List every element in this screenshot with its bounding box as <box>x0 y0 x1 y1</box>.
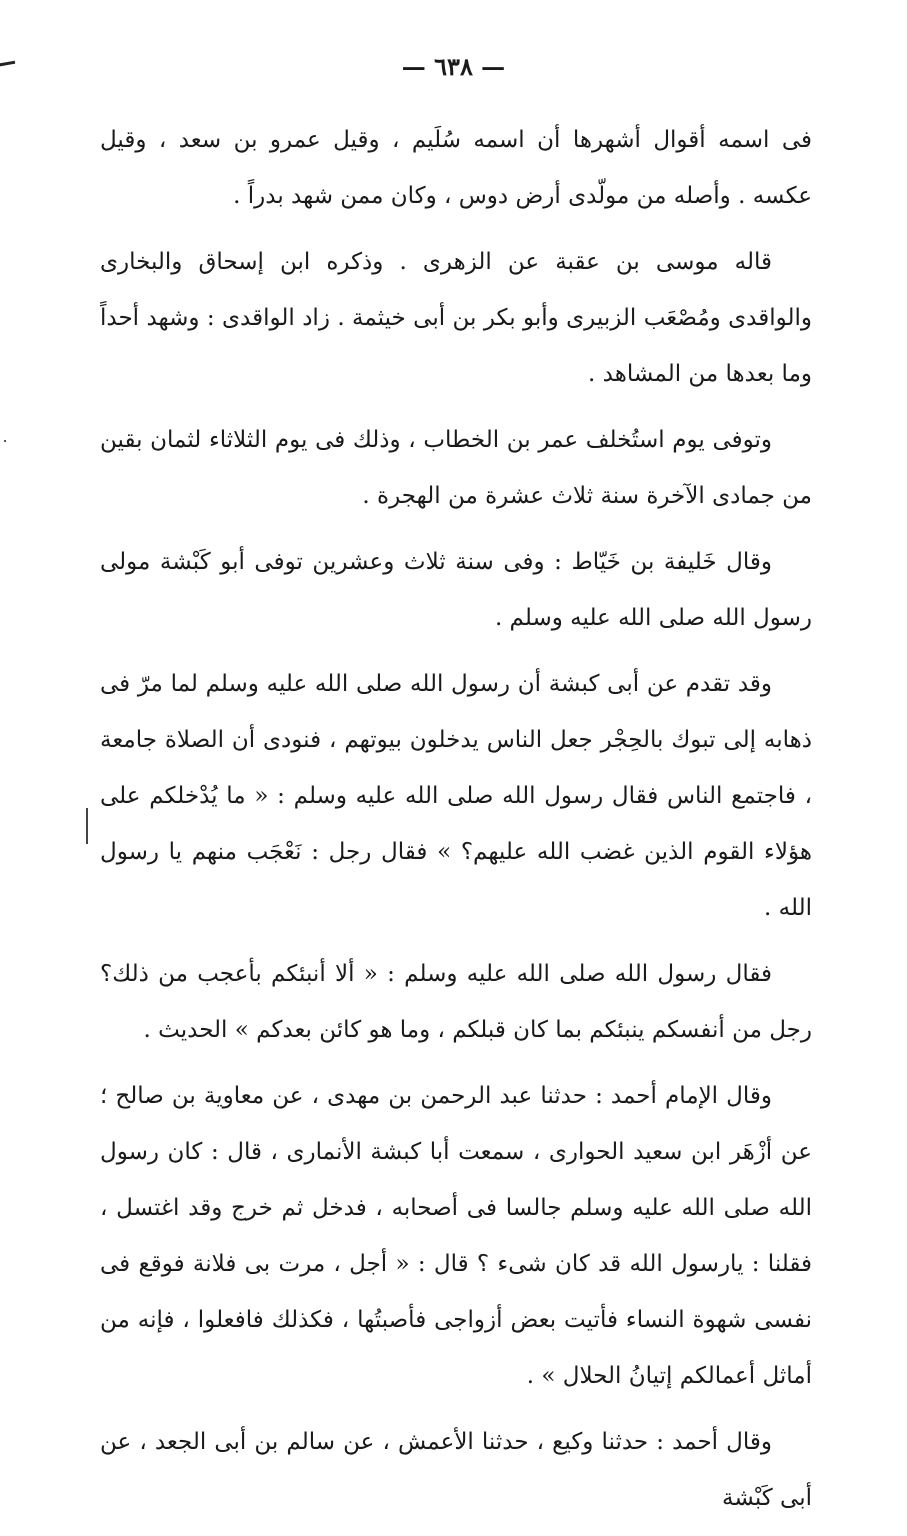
margin-dot <box>4 440 6 442</box>
body-text <box>100 112 812 1536</box>
paragraph-3: وتوفى يوم استُخلف عمر بن الخطاب ، وذلك فى يوم الثلاثاء لثمان بقين من جمادى الآخرة سنة ثلاث عشرة من الهجرة . <box>100 427 812 509</box>
page-number: — ٦٣٨ — <box>401 52 506 81</box>
paragraph-7: وقال الإمام أحمد : حدثنا عبد الرحمن بن مهدى ، عن معاوية بن صالح ؛ عن أزْهَر ابن سعيد الحوارى ، سمعت أبا كبشة الأنمارى ، قال : كان رسول الله صلى الله عليه وسلم جالسا فى أصحابه ، فدخل ثم خرج وقد اغتسل ، فقلنا : يارسول الله قد كان شىء ؟ قال : « أجل ، مرت بى فلانة فوقع فى نفسى شهوة النساء فأتيت بعض أزواجى فأصبتُها ، فكذلك فافعلوا ، فإنه من أماثل أعمالكم إتيانُ الحلال » . <box>100 1083 812 1389</box>
paragraph-4: وقال خَليفة بن خَيّاط : وفى سنة ثلاث وعشرين توفى أبو كَبْشة مولى رسول الله صلى الله عليه وسلم . <box>100 549 812 631</box>
paragraph-5: وقد تقدم عن أبى كبشة أن رسول الله صلى الله عليه وسلم لما مرّ فى ذهابه إلى تبوك بالحِجْر جعل الناس يدخلون بيوتهم ، فنودى أن الصلاة جامعة ، فاجتمع الناس فقال رسول الله صلى الله عليه وسلم : « ما يُدْخلكم على هؤلاء القوم الذين غضب الله عليهم؟ » فقال رجل : نَعْجَب منهم يا رسول الله . <box>100 671 812 921</box>
paragraph-8: وقال أحمد : حدثنا وكيع ، حدثنا الأعمش ، عن سالم بن أبى الجعد ، عن أبى كَبْشة <box>100 1429 812 1511</box>
paragraph-2: قاله موسى بن عقبة عن الزهرى . وذكره ابن إسحاق والبخارى والواقدى ومُصْعَب الزبيرى وأبو بكر بن أبى خيثمة . زاد الواقدى : وشهد أحداً وما بعدها من المشاهد . <box>100 249 812 387</box>
margin-bar <box>86 808 88 844</box>
paragraph-6: فقال رسول الله صلى الله عليه وسلم : « ألا أنبئكم بأعجب من ذلك؟ رجل من أنفسكم ينبئكم بما كان قبلكم ، وما هو كائن بعدكم » الحديث . <box>100 961 812 1043</box>
paragraph-1: فى اسمه أقوال أشهرها أن اسمه سُلَيم ، وقيل عمرو بن سعد ، وقيل عكسه . وأصله من مولّدى أرض دوس ، وكان ممن شهد بدراً . <box>100 127 812 209</box>
